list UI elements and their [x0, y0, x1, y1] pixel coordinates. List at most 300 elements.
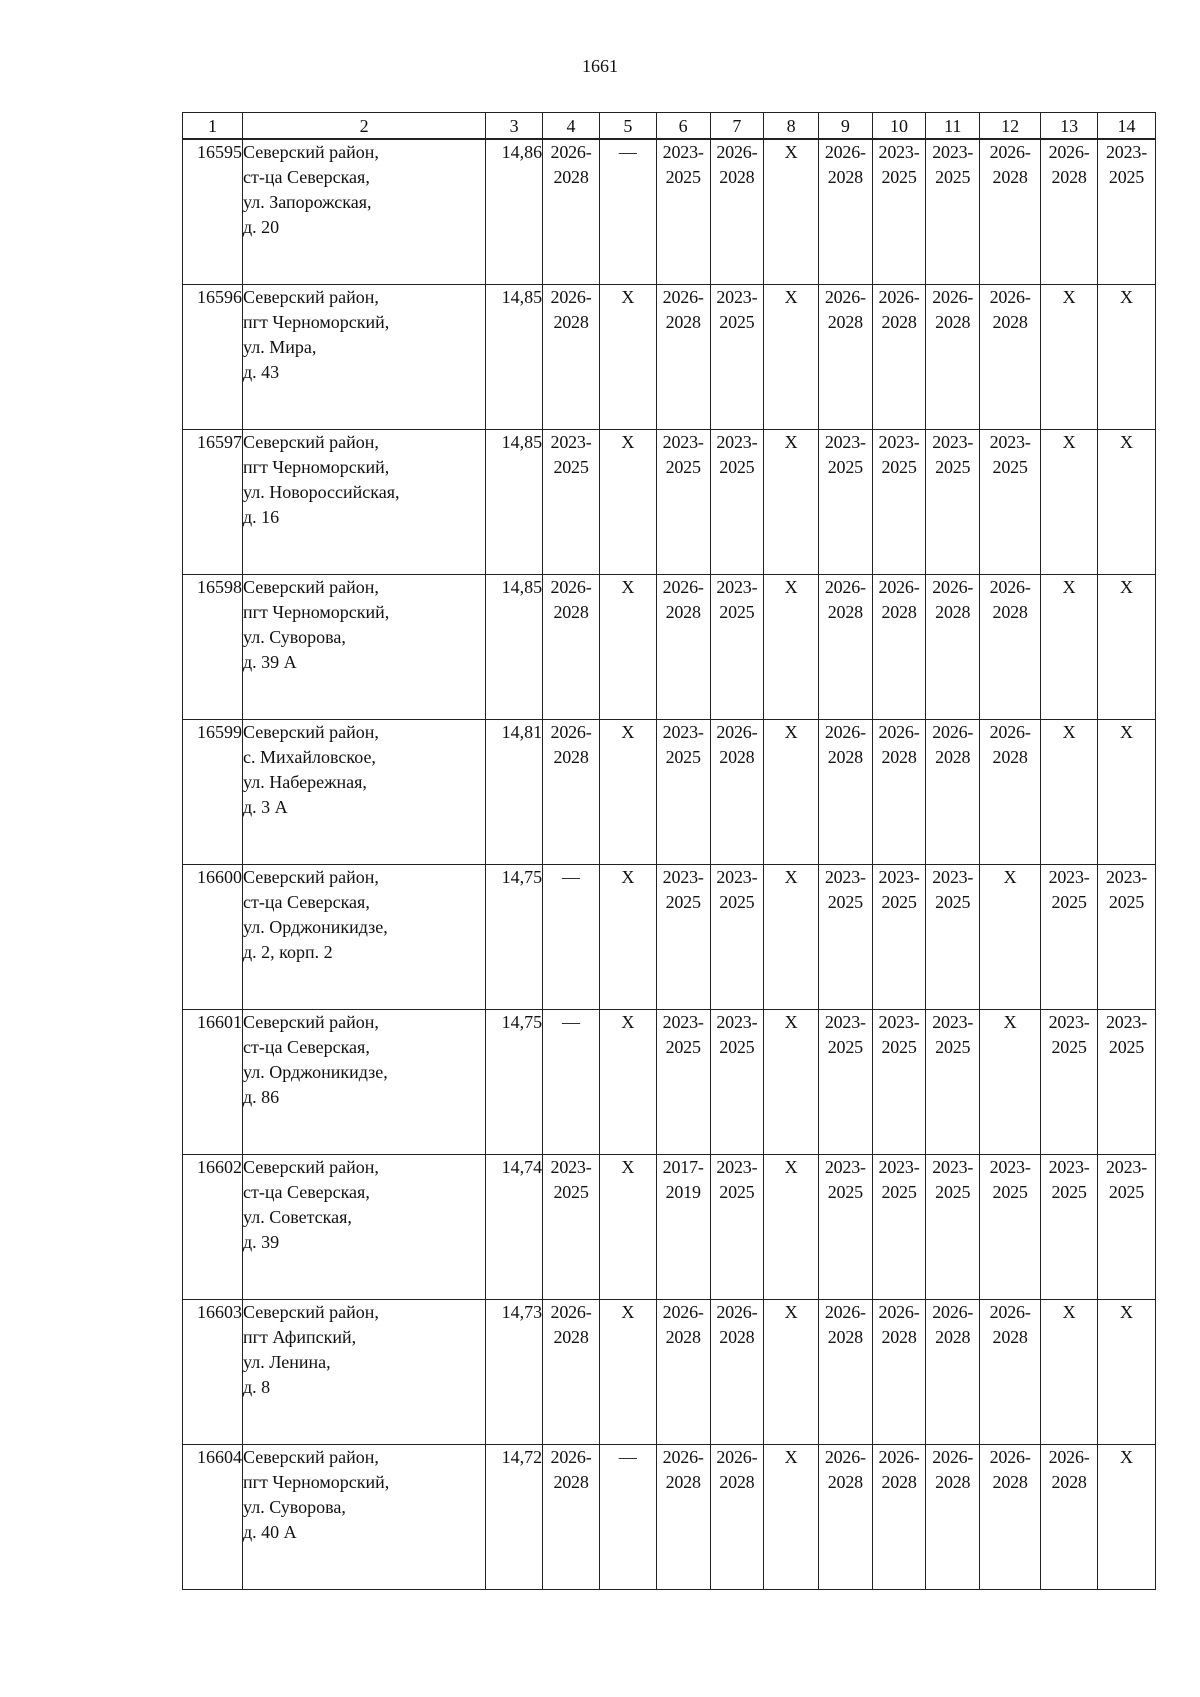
address-line: Северский район, — [243, 142, 379, 162]
period-text: 2023- 2025 — [878, 866, 920, 912]
index-value-text: 14,75 — [501, 866, 543, 887]
not-applicable-mark: Х — [1003, 1011, 1017, 1032]
period-text: 2026- 2028 — [662, 576, 704, 622]
period-cell-col-4 — [543, 139, 600, 284]
period-text: 2023- 2025 — [824, 431, 866, 477]
period-text: 2023- 2025 — [716, 576, 758, 622]
period-cell-col-8 — [764, 1154, 819, 1299]
not-applicable-mark: Х — [1062, 286, 1076, 307]
record-number: 16601 — [183, 1009, 243, 1154]
column-header-7: 7 — [710, 113, 764, 140]
address-cell — [243, 864, 486, 1009]
empty-dash-mark: — — [618, 142, 637, 162]
period-text: 2023- 2025 — [1048, 1011, 1090, 1057]
period-text: 2026- 2028 — [716, 1301, 758, 1347]
period-cell-col-12 — [980, 1299, 1041, 1444]
not-applicable-mark: Х — [784, 1011, 798, 1032]
address-line: Северский район, — [243, 576, 379, 597]
period-text: 2026- 2028 — [989, 721, 1031, 767]
period-cell-col-7 — [710, 1299, 764, 1444]
period-cell-col-10 — [872, 719, 926, 864]
address-line: ст-ца Северская, — [243, 167, 370, 187]
period-cell-col-7 — [710, 284, 764, 429]
index-value-text: 14,85 — [501, 431, 543, 452]
address-line: ул. Новороссийская, — [243, 481, 400, 502]
not-applicable-mark: Х — [621, 1301, 635, 1322]
period-text: 2026- 2028 — [550, 142, 592, 187]
address-line: пгт Черноморский, — [243, 601, 390, 622]
period-cell-col-11 — [926, 574, 980, 719]
period-cell-col-4 — [543, 574, 600, 719]
address-line: д. 86 — [243, 1086, 280, 1107]
table-body — [183, 139, 1156, 1589]
address-line: ул. Ленина, — [243, 1351, 331, 1372]
period-cell-col-8 — [764, 1009, 819, 1154]
period-text: 2023- 2025 — [1048, 866, 1090, 912]
period-cell-col-5 — [599, 139, 656, 284]
period-text: 2023- 2025 — [932, 1156, 974, 1202]
period-text: 2023- 2025 — [716, 431, 758, 477]
period-cell-col-7 — [710, 864, 764, 1009]
index-value-text: 14,81 — [501, 721, 543, 742]
index-value-text: 14,85 — [501, 286, 543, 307]
address-line: Северский район, — [243, 1156, 379, 1177]
not-applicable-mark: Х — [784, 1446, 798, 1467]
not-applicable-mark: Х — [784, 1301, 798, 1322]
column-header-13: 13 — [1041, 113, 1098, 140]
not-applicable-mark: Х — [1120, 1446, 1133, 1467]
period-text: 2026- 2028 — [716, 142, 758, 187]
column-header-2: 2 — [243, 113, 486, 140]
not-applicable-mark: Х — [784, 286, 798, 307]
table-row — [183, 1444, 1156, 1589]
registry-table — [182, 112, 1156, 1590]
period-text: 2023- 2025 — [550, 431, 592, 477]
period-text: 2026- 2028 — [662, 1301, 704, 1347]
empty-dash-mark: — — [562, 866, 581, 887]
not-applicable-mark: Х — [621, 431, 635, 452]
period-cell-col-11 — [926, 1009, 980, 1154]
index-value — [486, 284, 543, 429]
table-row — [183, 574, 1156, 719]
period-text: 2017- 2019 — [662, 1156, 704, 1202]
period-text: 2023- 2025 — [989, 431, 1031, 477]
period-text: 2023- 2025 — [878, 1011, 920, 1057]
column-header-6: 6 — [656, 113, 710, 140]
period-cell-col-9 — [818, 1009, 872, 1154]
period-cell-col-14 — [1098, 1009, 1156, 1154]
period-cell-col-5 — [599, 719, 656, 864]
record-number: 16603 — [183, 1299, 243, 1444]
not-applicable-mark: Х — [621, 1156, 635, 1177]
period-text: 2026- 2028 — [878, 576, 920, 622]
period-cell-col-5 — [599, 1154, 656, 1299]
table-row — [183, 284, 1156, 429]
address-line: Северский район, — [243, 1446, 379, 1467]
index-value — [486, 1299, 543, 1444]
period-cell-col-13 — [1041, 284, 1098, 429]
index-value — [486, 139, 543, 284]
address-cell — [243, 1444, 486, 1589]
not-applicable-mark: Х — [1120, 576, 1133, 597]
period-cell-col-11 — [926, 284, 980, 429]
period-cell-col-11 — [926, 1444, 980, 1589]
period-cell-col-13 — [1041, 574, 1098, 719]
index-value-text: 14,72 — [501, 1446, 543, 1467]
period-cell-col-10 — [872, 284, 926, 429]
index-value-text: 14,86 — [501, 142, 543, 162]
record-number: 16597 — [183, 429, 243, 574]
period-cell-col-4 — [543, 1299, 600, 1444]
period-text: 2026- 2028 — [662, 1446, 704, 1492]
period-text: 2023- 2025 — [716, 286, 758, 332]
not-applicable-mark: Х — [1120, 431, 1133, 452]
period-text: 2026- 2028 — [824, 1301, 866, 1347]
address-line: ул. Мира, — [243, 336, 317, 357]
period-cell-col-14 — [1098, 139, 1156, 284]
period-text: 2023- 2025 — [824, 866, 866, 912]
period-text: 2023- 2025 — [716, 1156, 758, 1202]
period-cell-col-11 — [926, 719, 980, 864]
period-cell-col-4 — [543, 1009, 600, 1154]
period-cell-col-10 — [872, 574, 926, 719]
record-number: 16599 — [183, 719, 243, 864]
not-applicable-mark: Х — [621, 721, 635, 742]
period-cell-col-12 — [980, 1154, 1041, 1299]
period-cell-col-8 — [764, 429, 819, 574]
period-cell-col-14 — [1098, 864, 1156, 1009]
table-row — [183, 719, 1156, 864]
address-line: д. 39 А — [243, 651, 297, 672]
period-text: 2023- 2025 — [716, 866, 758, 912]
column-header-3: 3 — [486, 113, 543, 140]
period-cell-col-7 — [710, 1154, 764, 1299]
period-cell-col-6 — [656, 284, 710, 429]
period-cell-col-10 — [872, 1009, 926, 1154]
period-text: 2023- 2025 — [662, 431, 704, 477]
period-cell-col-14 — [1098, 284, 1156, 429]
not-applicable-mark: Х — [784, 431, 798, 452]
period-cell-col-6 — [656, 864, 710, 1009]
page-number: 1661 — [582, 56, 618, 76]
period-cell-col-6 — [656, 719, 710, 864]
record-number: 16595 — [183, 139, 243, 284]
period-cell-col-5 — [599, 1009, 656, 1154]
period-text: 2026- 2028 — [550, 1301, 592, 1347]
period-cell-col-5 — [599, 284, 656, 429]
not-applicable-mark: Х — [621, 866, 635, 887]
period-cell-col-8 — [764, 1299, 819, 1444]
period-text: 2023- 2025 — [662, 1011, 704, 1057]
address-line: ул. Суворова, — [243, 1496, 346, 1517]
address-cell — [243, 574, 486, 719]
period-cell-col-7 — [710, 429, 764, 574]
period-cell-col-11 — [926, 864, 980, 1009]
period-text: 2026- 2028 — [824, 142, 866, 187]
not-applicable-mark: Х — [621, 576, 635, 597]
empty-dash-mark: — — [618, 1446, 637, 1467]
period-cell-col-12 — [980, 864, 1041, 1009]
period-text: 2023- 2025 — [989, 1156, 1031, 1202]
empty-dash-mark: — — [562, 1011, 581, 1032]
period-text: 2023- 2025 — [1106, 866, 1147, 912]
index-value — [486, 1444, 543, 1589]
index-value — [486, 1009, 543, 1154]
index-value-text: 14,75 — [501, 1011, 543, 1032]
table-row — [183, 429, 1156, 574]
table-row — [183, 864, 1156, 1009]
period-text: 2026- 2028 — [824, 576, 866, 622]
not-applicable-mark: Х — [1120, 721, 1133, 742]
period-text: 2026- 2028 — [932, 1446, 974, 1492]
index-value — [486, 1154, 543, 1299]
period-cell-col-4 — [543, 1154, 600, 1299]
period-cell-col-12 — [980, 1009, 1041, 1154]
column-header-4: 4 — [543, 113, 600, 140]
period-text: 2023- 2025 — [1106, 1011, 1147, 1057]
address-cell — [243, 429, 486, 574]
period-cell-col-8 — [764, 1444, 819, 1589]
not-applicable-mark: Х — [1120, 286, 1133, 307]
address-line: д. 20 — [243, 217, 280, 237]
address-cell — [243, 1299, 486, 1444]
period-cell-col-9 — [818, 139, 872, 284]
period-cell-col-6 — [656, 139, 710, 284]
column-header-5: 5 — [599, 113, 656, 140]
period-text: 2026- 2028 — [989, 1446, 1031, 1492]
period-cell-col-11 — [926, 429, 980, 574]
period-cell-col-9 — [818, 1444, 872, 1589]
table-row — [183, 139, 1156, 284]
period-text: 2026- 2028 — [550, 576, 592, 622]
address-line: д. 8 — [243, 1376, 271, 1397]
address-line: д. 43 — [243, 361, 280, 382]
period-cell-col-11 — [926, 139, 980, 284]
not-applicable-mark: Х — [1120, 1301, 1133, 1322]
address-line: ул. Набережная, — [243, 771, 367, 792]
period-text: 2026- 2028 — [1048, 1446, 1090, 1492]
period-cell-col-6 — [656, 1154, 710, 1299]
not-applicable-mark: Х — [1062, 576, 1076, 597]
period-text: 2023- 2025 — [824, 1156, 866, 1202]
index-value — [486, 574, 543, 719]
period-cell-col-8 — [764, 139, 819, 284]
address-line: д. 16 — [243, 506, 280, 527]
period-text: 2026- 2028 — [932, 721, 974, 767]
period-text: 2026- 2028 — [989, 1301, 1031, 1347]
address-line: ст-ца Северская, — [243, 1181, 370, 1202]
not-applicable-mark: Х — [784, 1156, 798, 1177]
period-cell-col-10 — [872, 1299, 926, 1444]
address-line: пгт Черноморский, — [243, 311, 390, 332]
period-text: 2023- 2025 — [878, 431, 920, 477]
address-line: Северский район, — [243, 1011, 379, 1032]
address-line: ул. Суворова, — [243, 626, 346, 647]
address-line: с. Михайловское, — [243, 746, 376, 767]
period-text: 2026- 2028 — [716, 721, 758, 767]
period-cell-col-11 — [926, 1154, 980, 1299]
address-line: д. 2, корп. 2 — [243, 941, 333, 962]
period-cell-col-7 — [710, 139, 764, 284]
period-cell-col-5 — [599, 864, 656, 1009]
period-text: 2026- 2028 — [824, 286, 866, 332]
address-line: пгт Черноморский, — [243, 1471, 390, 1492]
period-cell-col-14 — [1098, 429, 1156, 574]
address-line: ул. Орджоникидзе, — [243, 1061, 388, 1082]
period-cell-col-6 — [656, 574, 710, 719]
period-cell-col-8 — [764, 574, 819, 719]
record-number: 16596 — [183, 284, 243, 429]
period-cell-col-5 — [599, 574, 656, 719]
period-text: 2026- 2028 — [989, 286, 1031, 332]
period-cell-col-13 — [1041, 1299, 1098, 1444]
period-cell-col-4 — [543, 719, 600, 864]
period-cell-col-10 — [872, 429, 926, 574]
period-cell-col-13 — [1041, 139, 1098, 284]
period-cell-col-10 — [872, 1444, 926, 1589]
period-cell-col-12 — [980, 574, 1041, 719]
period-cell-col-5 — [599, 429, 656, 574]
period-text: 2026- 2028 — [716, 1446, 758, 1492]
column-header-12: 12 — [980, 113, 1041, 140]
period-text: 2023- 2025 — [878, 1156, 920, 1202]
table-row — [183, 1154, 1156, 1299]
period-cell-col-9 — [818, 429, 872, 574]
address-cell — [243, 139, 486, 284]
period-text: 2026- 2028 — [1048, 142, 1090, 187]
period-cell-col-10 — [872, 1154, 926, 1299]
record-number: 16600 — [183, 864, 243, 1009]
period-text: 2026- 2028 — [989, 142, 1031, 187]
period-cell-col-14 — [1098, 719, 1156, 864]
address-line: д. 39 — [243, 1231, 280, 1252]
period-text: 2026- 2028 — [824, 721, 866, 767]
period-text: 2026- 2028 — [878, 721, 920, 767]
period-cell-col-6 — [656, 1009, 710, 1154]
not-applicable-mark: Х — [1003, 866, 1017, 887]
period-cell-col-4 — [543, 1444, 600, 1589]
column-header-14: 14 — [1098, 113, 1156, 140]
address-line: Северский район, — [243, 431, 379, 452]
address-line: Северский район, — [243, 1301, 379, 1322]
period-text: 2023- 2025 — [932, 142, 974, 187]
period-cell-col-9 — [818, 574, 872, 719]
period-cell-col-12 — [980, 284, 1041, 429]
period-cell-col-9 — [818, 1299, 872, 1444]
period-cell-col-5 — [599, 1299, 656, 1444]
address-line: Северский район, — [243, 721, 379, 742]
period-cell-col-7 — [710, 1009, 764, 1154]
period-cell-col-9 — [818, 864, 872, 1009]
period-text: 2023- 2025 — [878, 142, 920, 187]
address-line: Северский район, — [243, 866, 379, 887]
record-number: 16598 — [183, 574, 243, 719]
period-cell-col-12 — [980, 719, 1041, 864]
address-line: д. 40 А — [243, 1521, 297, 1542]
not-applicable-mark: Х — [784, 866, 798, 887]
period-text: 2023- 2025 — [932, 1011, 974, 1057]
period-cell-col-14 — [1098, 1299, 1156, 1444]
index-value-text: 14,74 — [501, 1156, 543, 1177]
period-cell-col-7 — [710, 574, 764, 719]
period-text: 2026- 2028 — [550, 286, 592, 332]
not-applicable-mark: Х — [784, 142, 798, 162]
period-cell-col-13 — [1041, 1444, 1098, 1589]
not-applicable-mark: Х — [1062, 431, 1076, 452]
period-cell-col-10 — [872, 139, 926, 284]
period-text: 2026- 2028 — [662, 286, 704, 332]
index-value — [486, 864, 543, 1009]
period-cell-col-6 — [656, 1444, 710, 1589]
address-line: Северский район, — [243, 286, 379, 307]
not-applicable-mark: Х — [1062, 1301, 1076, 1322]
period-cell-col-4 — [543, 284, 600, 429]
period-text: 2026- 2028 — [989, 576, 1031, 622]
period-cell-col-4 — [543, 429, 600, 574]
period-cell-col-5 — [599, 1444, 656, 1589]
table-row — [183, 1299, 1156, 1444]
period-cell-col-12 — [980, 139, 1041, 284]
period-cell-col-10 — [872, 864, 926, 1009]
period-text: 2026- 2028 — [550, 721, 592, 767]
period-text: 2023- 2025 — [824, 1011, 866, 1057]
index-value-text: 14,73 — [501, 1301, 543, 1322]
period-cell-col-7 — [710, 1444, 764, 1589]
period-text: 2023- 2025 — [1106, 1156, 1147, 1202]
not-applicable-mark: Х — [784, 576, 798, 597]
not-applicable-mark: Х — [621, 1011, 635, 1032]
period-cell-col-8 — [764, 284, 819, 429]
period-text: 2023- 2025 — [662, 721, 704, 767]
period-cell-col-8 — [764, 864, 819, 1009]
period-cell-col-7 — [710, 719, 764, 864]
period-cell-col-6 — [656, 1299, 710, 1444]
period-text: 2023- 2025 — [1048, 1156, 1090, 1202]
column-header-1: 1 — [183, 113, 243, 140]
period-cell-col-9 — [818, 1154, 872, 1299]
period-cell-col-12 — [980, 429, 1041, 574]
period-cell-col-14 — [1098, 1444, 1156, 1589]
column-header-8: 8 — [764, 113, 819, 140]
period-cell-col-13 — [1041, 1154, 1098, 1299]
period-text: 2026- 2028 — [932, 1301, 974, 1347]
period-cell-col-6 — [656, 429, 710, 574]
address-line: ул. Орджоникидзе, — [243, 916, 388, 937]
period-cell-col-9 — [818, 284, 872, 429]
address-cell — [243, 284, 486, 429]
period-cell-col-8 — [764, 719, 819, 864]
index-value-text: 14,85 — [501, 576, 543, 597]
period-text: 2023- 2025 — [716, 1011, 758, 1057]
table-row — [183, 1009, 1156, 1154]
period-cell-col-9 — [818, 719, 872, 864]
period-text: 2023- 2025 — [550, 1156, 592, 1202]
address-cell — [243, 719, 486, 864]
period-cell-col-11 — [926, 1299, 980, 1444]
address-cell — [243, 1154, 486, 1299]
address-line: д. 3 А — [243, 796, 288, 817]
period-cell-col-13 — [1041, 719, 1098, 864]
period-text: 2023- 2025 — [662, 142, 704, 187]
record-number: 16604 — [183, 1444, 243, 1589]
period-cell-col-13 — [1041, 864, 1098, 1009]
period-text: 2023- 2025 — [662, 866, 704, 912]
period-cell-col-13 — [1041, 1009, 1098, 1154]
period-cell-col-14 — [1098, 1154, 1156, 1299]
address-line: ул. Запорожская, — [243, 192, 372, 212]
period-text: 2023- 2025 — [932, 431, 974, 477]
period-text: 2026- 2028 — [878, 1301, 920, 1347]
